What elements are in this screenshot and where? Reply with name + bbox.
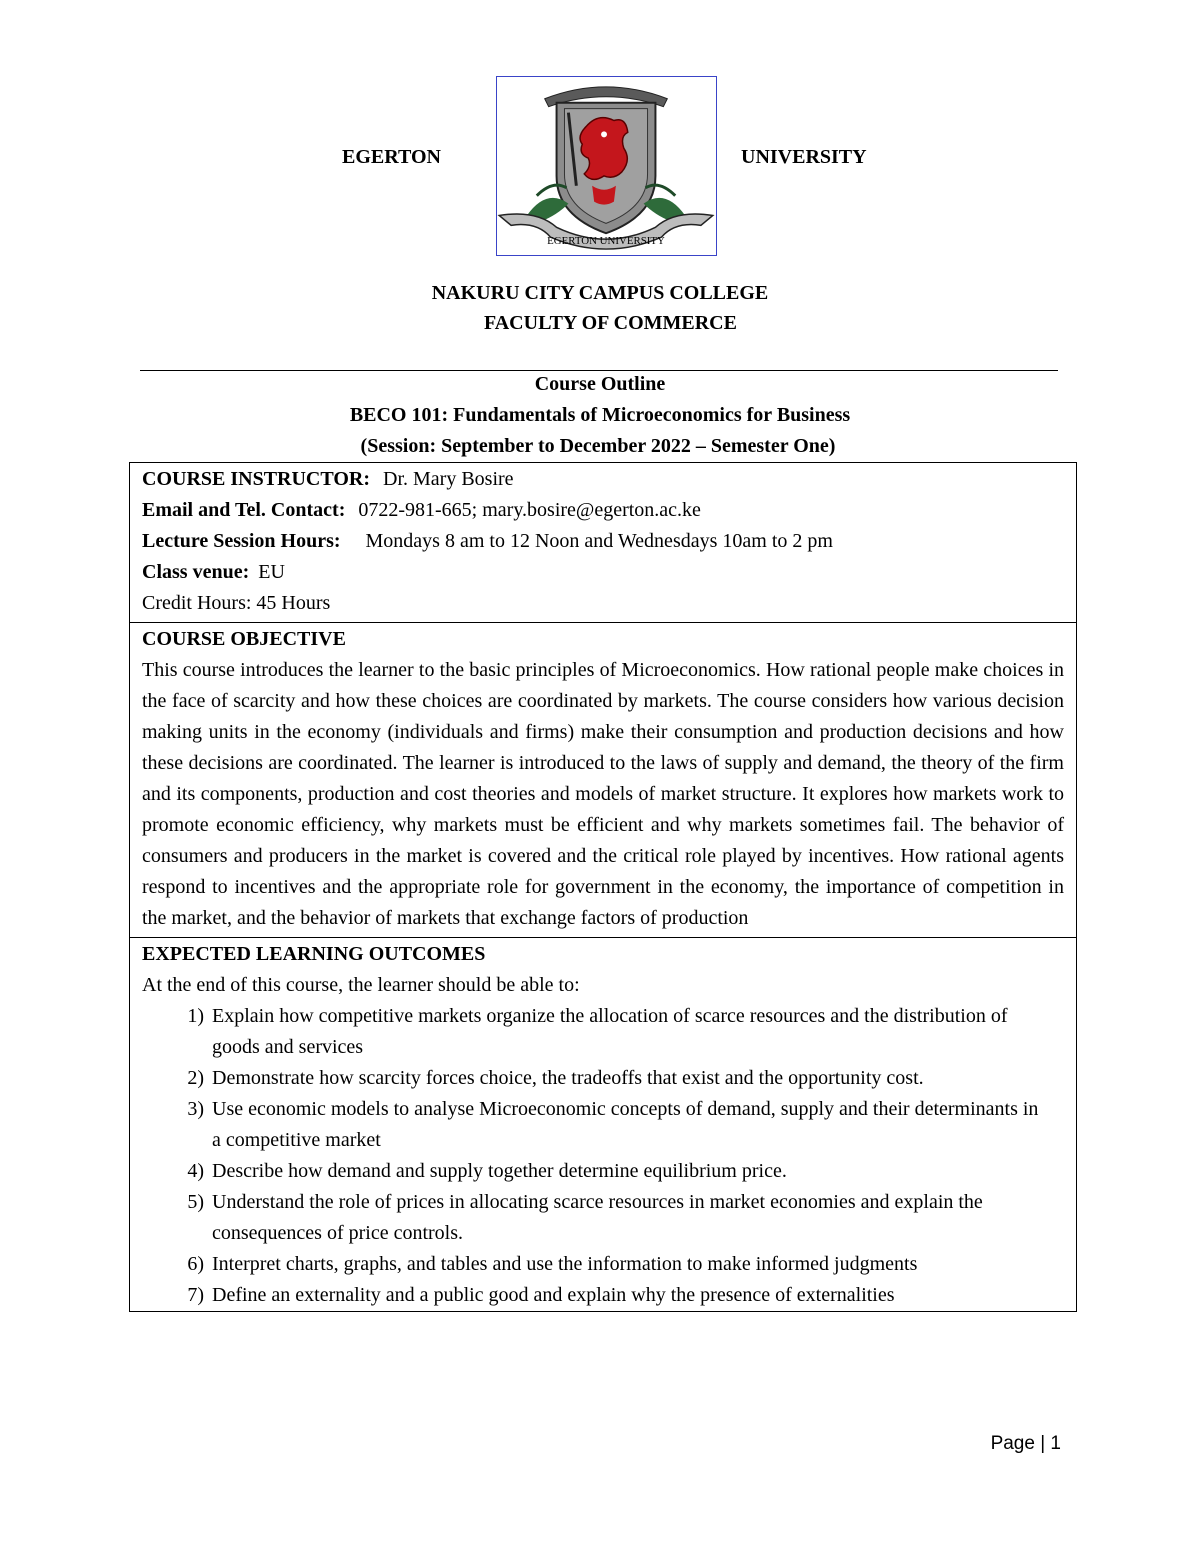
list-item: 7) Define an externality and a public good and explain why the presence of externalities	[187, 1284, 895, 1306]
session-line: (Session: September to December 2022 – Semester One)	[360, 435, 836, 457]
info-cell	[130, 463, 1077, 623]
outcomes-intro: At the end of this course, the learner should be able to:	[142, 974, 580, 996]
objective-text: This course introduces the learner to the basic principles of Microeconomics. How rational people make choices in the face of scarcity and how these choices are coordinated by markets. The course considers how various decision making units in the economy (individuals and firms) make their consumption and production decisions and how these decisions are coordinated. The learner is introduced to the laws of supply and demand, the theory of the firm and its components, production and cost theories and models of market structure. It explores how markets work to promote economic efficiency, why markets must be efficient and why markets sometimes fail. The behavior of consumers and producers in the market is covered and the critical role played by incentives. How rational agents respond to incentives and the appropriate role for government in the economy, the importance of competition in the market, and the behavior of markets that exchange factors of production	[142, 659, 1064, 929]
outcomes-cell	[130, 938, 1077, 1312]
instructor-value: Dr. Mary Bosire	[383, 468, 514, 490]
contact-label: Email and Tel. Contact:	[142, 499, 346, 521]
instructor-label: COURSE INSTRUCTOR:	[142, 468, 371, 490]
egerton-crest-icon	[497, 77, 716, 255]
course-outline-table	[129, 462, 1077, 1312]
instructor-line	[142, 464, 1064, 495]
header-egerton: EGERTON	[342, 146, 441, 168]
credit-hours: Credit Hours: 45 Hours	[142, 592, 331, 614]
contact-value: 0722-981-665; mary.bosire@egerton.ac.ke	[358, 499, 701, 521]
hours-line	[142, 526, 1064, 557]
venue-value: EU	[258, 561, 285, 583]
hours-label: Lecture Session Hours:	[142, 530, 341, 552]
objective-cell	[130, 623, 1077, 938]
logo-scroll-text: EGERTON UNIVERSITY	[547, 235, 665, 248]
outline-title: Course Outline	[534, 373, 666, 395]
objective-heading: COURSE OBJECTIVE	[142, 628, 346, 650]
list-item: 2) Demonstrate how scarcity forces choice, the tradeoffs that exist and the opportunity cost.	[187, 1067, 924, 1089]
faculty-name: FACULTY OF COMMERCE	[484, 312, 737, 334]
list-item: 4) Describe how demand and supply together determine equilibrium price.	[187, 1160, 787, 1182]
list-item: 3) Use economic models to analyse Microeconomic concepts of demand, supply and their determinants in a competitive market	[187, 1098, 1039, 1151]
venue-line	[142, 557, 1064, 588]
list-item: 6) Interpret charts, graphs, and tables and use the information to make informed judgments	[187, 1253, 918, 1275]
outcomes-heading: EXPECTED LEARNING OUTCOMES	[142, 943, 486, 965]
info-row	[130, 463, 1077, 623]
list-item: 1) Explain how competitive markets organize the allocation of scarce resources and the distribution of goods and services	[187, 1005, 1008, 1058]
contact-line	[142, 495, 1064, 526]
college-name: NAKURU CITY CAMPUS COLLEGE	[431, 282, 769, 304]
objective-row	[130, 623, 1077, 938]
divider-rule	[140, 370, 1058, 371]
venue-label: Class venue:	[142, 561, 250, 583]
hours-value: Mondays 8 am to 12 Noon and Wednesdays 10am to 2 pm	[365, 530, 833, 552]
page-number: Page | 1	[990, 1433, 1061, 1454]
outcomes-row	[130, 938, 1077, 1312]
list-item: 5) Understand the role of prices in allocating scarce resources in market economies and explain the consequences of price controls.	[187, 1191, 983, 1244]
course-title: BECO 101: Fundamentals of Microeconomics for Business	[349, 404, 851, 426]
header-university: UNIVERSITY	[741, 146, 867, 168]
university-logo	[496, 76, 717, 256]
outcomes-list	[142, 1001, 1064, 1311]
